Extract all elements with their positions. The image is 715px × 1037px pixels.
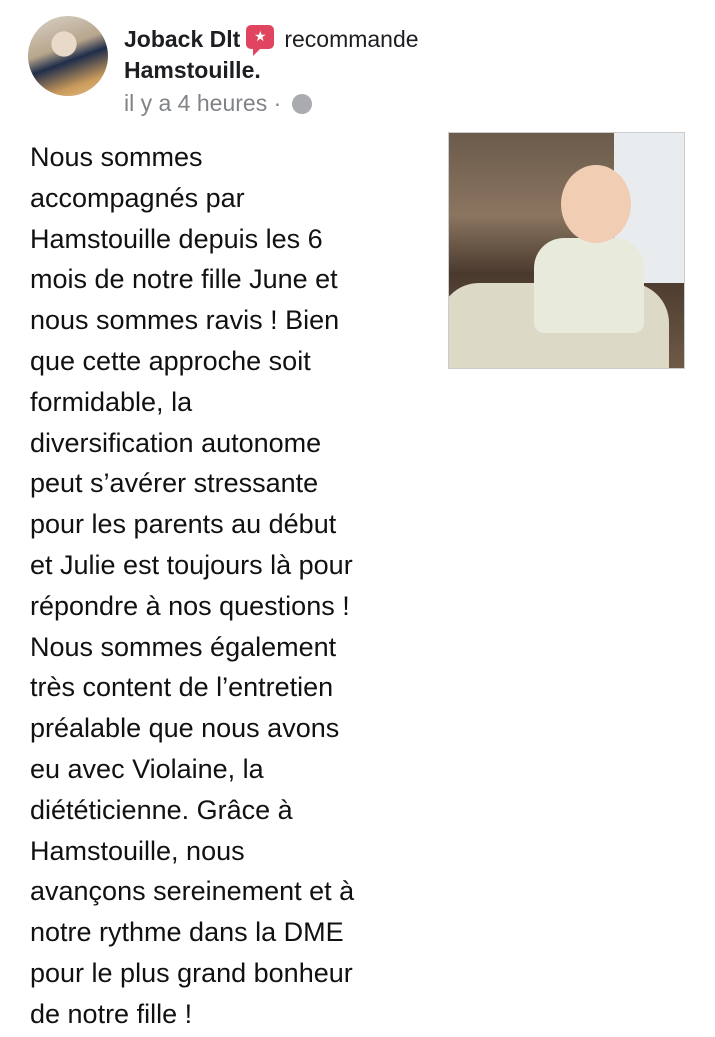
post-text-line: que cette approche soit [30, 345, 311, 376]
post-text-line: eu avec Violaine, la [30, 753, 264, 784]
separator: · [273, 90, 282, 116]
post-text-line: accompagnés par [30, 182, 245, 213]
post-text-line: formidable, la [30, 386, 193, 417]
post-header [124, 24, 419, 86]
post-text-line: de notre fille ! [30, 998, 193, 1029]
post-text-line: Nous sommes [30, 142, 203, 172]
post-text-line: peut s’avérer stressante [30, 468, 319, 499]
post-meta [124, 90, 312, 117]
post-text-line: nous sommes ravis ! Bien [30, 305, 340, 336]
post-text-line: Nous sommes également [30, 631, 337, 662]
page-name[interactable]: Hamstouille. [124, 57, 261, 83]
post-text-line: très content de l’entretien [30, 672, 334, 703]
post-text-line: Hamstouille depuis les 6 [30, 223, 323, 254]
post-text-line: diversification autonome [30, 427, 322, 458]
author-name[interactable]: Joback Dlt [124, 26, 241, 52]
post-text-line: avançons sereinement et à [30, 876, 355, 907]
post-text-line: diététicienne. Grâce à [30, 794, 293, 825]
post-text-line: et Julie est toujours là pour [30, 549, 353, 580]
post-text-line: préalable que nous avons [30, 713, 340, 744]
post-text-line: notre rythme dans la DME [30, 917, 344, 948]
post-text [30, 137, 354, 1035]
post-text-line: mois de notre fille June et [30, 264, 338, 295]
timestamp[interactable]: il y a 4 heures [124, 90, 268, 116]
post-photo[interactable] [448, 132, 685, 369]
post-text-line: répondre à nos questions ! [30, 590, 350, 621]
post-text-line: pour le plus grand bonheur [30, 957, 353, 988]
globe-icon [292, 94, 312, 114]
action-text: recommande [284, 26, 419, 52]
post-text-line: Hamstouille, nous [30, 835, 245, 866]
post-text-line: pour les parents au début [30, 509, 337, 540]
author-avatar[interactable] [28, 16, 108, 96]
recommendation-star-icon: ★ [246, 25, 274, 49]
